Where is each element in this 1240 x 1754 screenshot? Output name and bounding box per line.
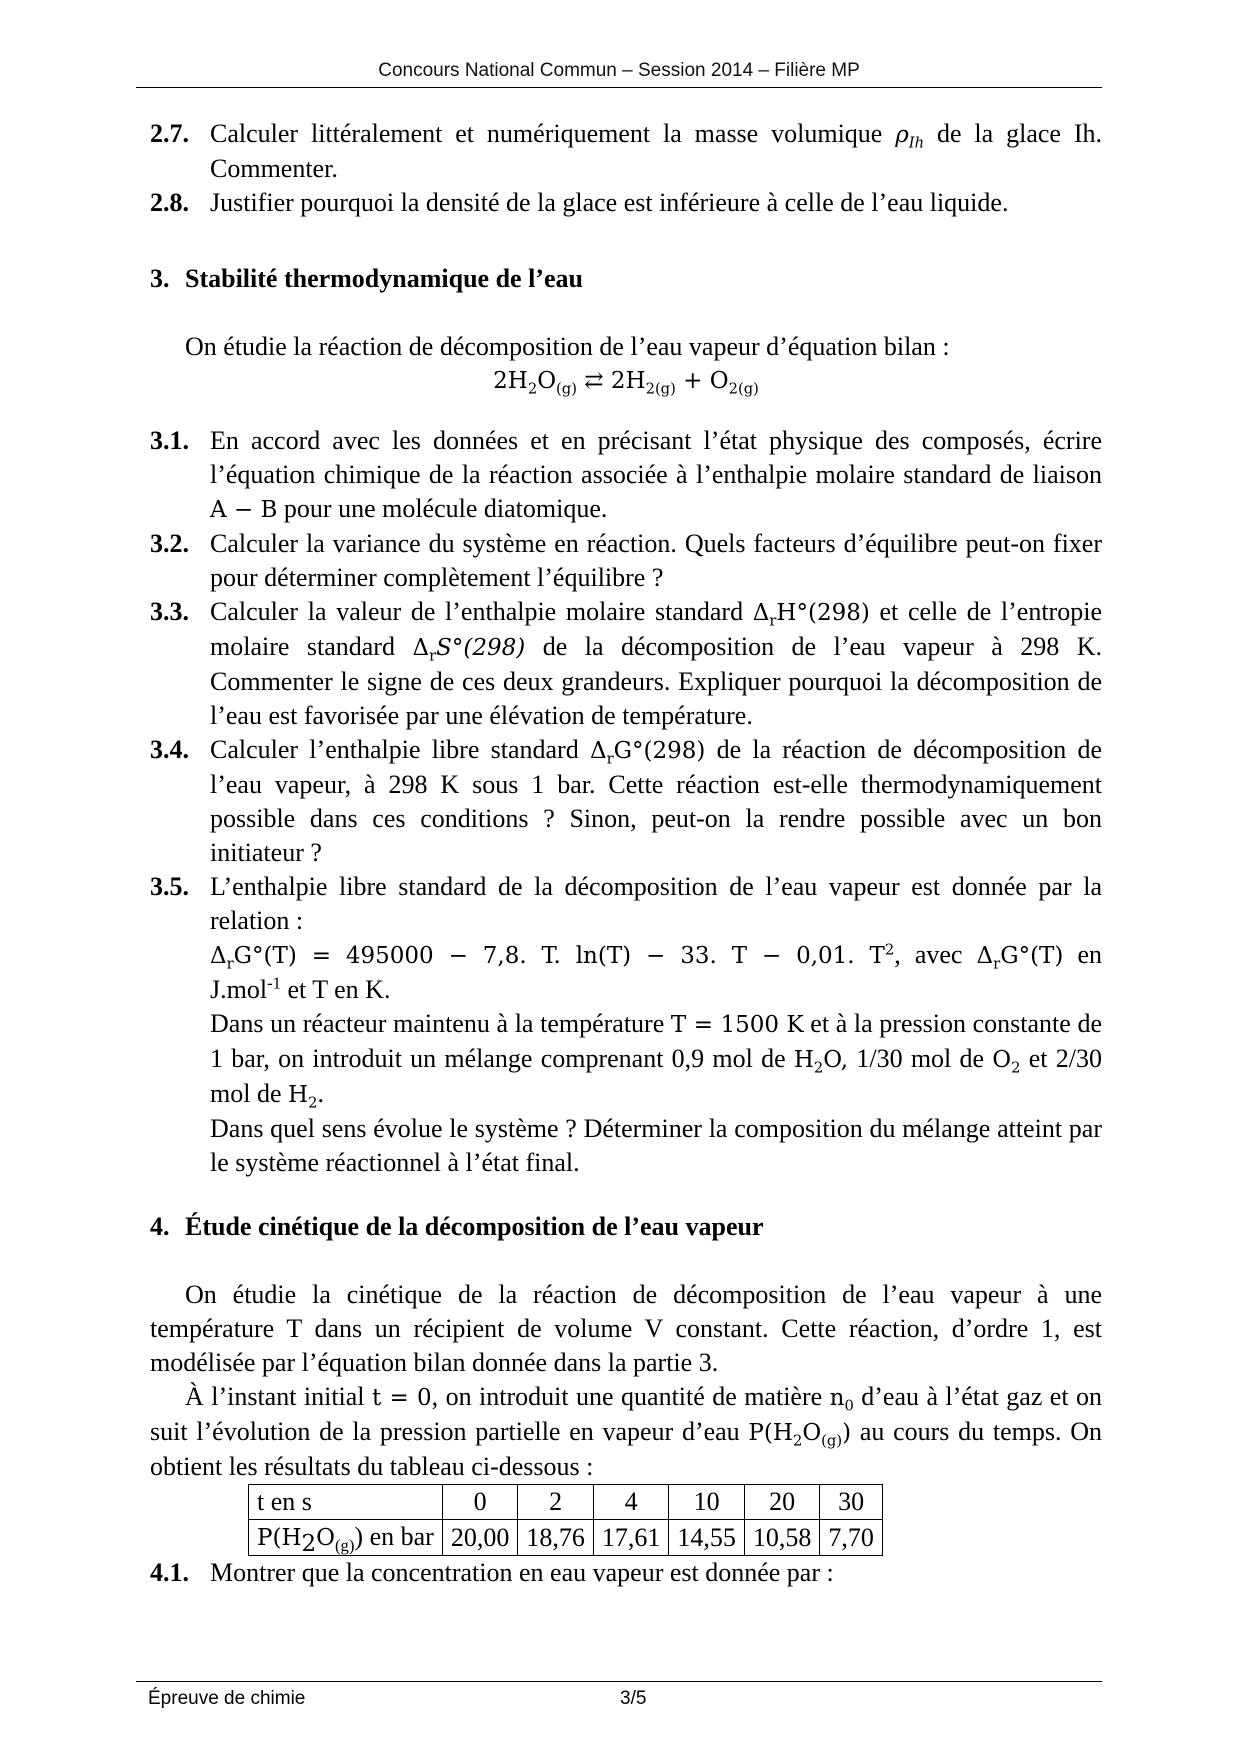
table-header-cell — [249, 1520, 443, 1556]
reactor-text-h2: et 2/30 mol de — [210, 1044, 1102, 1108]
p-o: O — [802, 1420, 822, 1446]
formula-text: G°(T) = 495000 − 7,8. T. ln(T) − 33. T − 0,01. T — [233, 943, 885, 969]
formula-avec: , avec — [894, 940, 977, 969]
gibbs-symbol: G°(298) — [613, 738, 706, 764]
o2-formula — [992, 1047, 1021, 1077]
gibbs-formula — [210, 941, 895, 973]
question-number: 2.7. — [150, 119, 189, 148]
delta-subscript: r — [769, 612, 777, 630]
page-number: 3/5 — [620, 1688, 647, 1709]
table-cell: 10 — [669, 1485, 745, 1520]
reactor-paragraph — [210, 1007, 1102, 1112]
h2o-sub: 2 — [813, 1059, 824, 1077]
question-3-4 — [150, 733, 1102, 870]
eq-rhs-h2: 2H — [610, 368, 646, 394]
h2o-h: H — [793, 1047, 814, 1073]
delta-subscript: r — [606, 750, 614, 768]
eq-lhs: 2H — [493, 368, 528, 394]
section-title: Étude cinétique de la décomposition de l’eau vapeur — [185, 1212, 764, 1241]
question-2-8 — [150, 186, 1102, 220]
delta-symbol: Δ — [752, 600, 770, 626]
table-cell: 4 — [593, 1485, 669, 1520]
question-text-final: Dans quel sens évolue le système ? Déterminer la composition du mélange atteint par le système réactionnel à l’état final. — [210, 1114, 1102, 1177]
question-3-1 — [150, 424, 1102, 527]
delta-symbol: Δ — [210, 943, 227, 969]
delta-symbol: Δ — [589, 738, 607, 764]
eq-h2-sub: 2(g) — [645, 380, 676, 398]
reactor-text-mid: et à la pression constante de 1 bar, on introduit un mélange comprenant 0,9 mol de — [210, 1009, 1102, 1073]
eq-plus-o2: + O — [675, 368, 729, 394]
h2-sub: 2 — [308, 1094, 318, 1112]
rho-letter: ρ — [895, 122, 909, 148]
question-3-2 — [150, 527, 1102, 595]
question-number: 2.8. — [150, 188, 189, 217]
formula-en: en — [1063, 940, 1102, 969]
table-cell: 14,55 — [669, 1520, 745, 1556]
question-2-7 — [150, 117, 1102, 186]
eq-sub: 2 — [527, 380, 538, 398]
gibbs-formula-line — [210, 938, 1102, 973]
h2o-formula — [793, 1047, 849, 1077]
delta-symbol: Δ — [976, 943, 994, 969]
section-3-intro: On étudie la réaction de décomposition de l’eau vapeur d’équation bilan : — [185, 332, 950, 361]
question-text: Calculer la valeur de l’enthalpie molaire standard — [210, 597, 753, 626]
reactor-text: Dans un réacteur maintenu à la température — [210, 1009, 671, 1038]
question-text-end: de la glace Ih. Commenter. — [210, 119, 1103, 183]
label-unit: ) en bar — [354, 1522, 434, 1551]
question-text: En accord avec les données et en précisant l’état physique des composés, écrire l’équation chimique de la réaction associée à l’enthalpie molaire standard de liaison — [210, 426, 1102, 489]
label-p-h: P(H — [257, 1525, 302, 1551]
delta-r-s — [412, 635, 526, 665]
gibbs-unit-g: G°(T) — [1000, 943, 1064, 969]
rho-subscript: Ih — [908, 134, 925, 152]
p-h: P(H — [748, 1420, 793, 1446]
delta-r-g — [589, 738, 706, 768]
para-text-mid2: d’eau à l’état gaz et on suit l’évolution de la pression partielle en vapeur d’eau — [150, 1382, 1103, 1446]
label-o: O — [316, 1525, 336, 1551]
h2o-end: O, — [823, 1047, 849, 1073]
table-cell: 2 — [518, 1485, 594, 1520]
table-row — [249, 1520, 883, 1556]
section-number: 3. — [150, 264, 170, 293]
n-letter: n — [829, 1385, 845, 1411]
enthalpy-symbol: H°(298) — [776, 600, 870, 626]
p-close: ) — [842, 1420, 852, 1446]
question-text: Calculer littéralement et numériquement la masse volumique — [210, 119, 896, 148]
section-4-paragraph-1: On étudie la cinétique de la réaction de décomposition de l’eau vapeur à une température T dans un récipient de volume V constant. Cette réaction, d’ordre 1, est modélisée par l’équation bilan donnée dans la partie 3. — [150, 1280, 1102, 1377]
section-number: 4. — [150, 1212, 170, 1241]
label-sub2: 2 — [301, 1531, 317, 1558]
n-subscript: 0 — [844, 1397, 854, 1415]
delta-r-h — [752, 600, 870, 630]
question-text: L’enthalpie libre standard de la décomposition de l’eau vapeur est donnée par la relation : — [210, 872, 1102, 935]
page-content — [150, 117, 1102, 1590]
table-header-cell: t en s — [249, 1485, 443, 1520]
section-4-heading — [150, 1210, 1102, 1244]
p-phase: (g) — [821, 1432, 843, 1450]
delta-subscript: r — [226, 955, 234, 973]
reaction-equation — [150, 364, 1102, 398]
rho-symbol — [895, 122, 925, 152]
formula-exponent: 2 — [884, 941, 895, 959]
delta-subscript: r — [429, 647, 437, 665]
delta-symbol: Δ — [412, 635, 430, 661]
bond-symbol: A − B — [210, 497, 278, 523]
table-cell: 7,70 — [820, 1520, 883, 1556]
question-number: 3.2. — [150, 529, 189, 558]
question-number: 4.1. — [150, 1558, 189, 1587]
table-cell: 20 — [744, 1485, 820, 1520]
eq-o2-sub: 2(g) — [728, 380, 759, 398]
page-footer — [136, 1681, 1102, 1709]
para-text-mid: , on introduit une quantité de matière — [431, 1382, 830, 1411]
question-text: Calculer la variance du système en réaction. Quels facteurs d’équilibre peut-on fixer pour déterminer complètement l’équilibre ? — [210, 529, 1102, 592]
equilibrium-arrow-icon: ⇄ — [576, 368, 611, 394]
question-text: Justifier pourquoi la densité de la glace est inférieure à celle de l’eau liquide. — [210, 188, 1009, 217]
section-4-paragraph-2 — [150, 1380, 1102, 1484]
delta-subscript: r — [993, 955, 1001, 973]
reactor-text-end: . — [317, 1079, 324, 1108]
entropy-symbol: S°(298) — [436, 635, 526, 661]
o2-o: O — [992, 1047, 1012, 1073]
para-text-end: au cours du temps. On obtient les résultats du tableau ci-dessous : — [150, 1417, 1102, 1481]
h2-h: H — [288, 1082, 309, 1108]
question-text-end: pour une molécule diatomique. — [277, 494, 608, 523]
kinetics-table — [248, 1484, 883, 1556]
question-text: Calculer l’enthalpie libre standard — [210, 735, 590, 764]
pressure-symbol — [748, 1420, 852, 1450]
footer-title: Épreuve de chimie — [148, 1688, 306, 1709]
page-header: Concours National Commun – Session 2014 – Filière MP — [136, 60, 1102, 88]
table-row — [249, 1485, 883, 1520]
question-3-3 — [150, 595, 1102, 733]
t-zero: t = 0 — [371, 1385, 432, 1411]
table-cell: 0 — [442, 1485, 518, 1520]
reactor-text-o2: 1/30 mol de — [848, 1044, 993, 1073]
h2-formula — [288, 1082, 318, 1112]
question-number: 3.4. — [150, 735, 189, 764]
gibbs-unit-symbol — [976, 943, 1064, 973]
question-text-end: de la décomposition de l’eau vapeur à 298 K. Commenter le signe de ces deux grandeurs. Expliquer pourquoi la décomposition de l’eau est favorisée par une élévation de température. — [210, 632, 1102, 730]
question-text: Montrer que la concentration en eau vapeur est donnée par : — [210, 1558, 834, 1587]
section-3-heading — [150, 262, 1102, 296]
temperature-value: T = 1500 K — [670, 1012, 804, 1038]
table-cell: 10,58 — [744, 1520, 820, 1556]
unit-text: J.mol — [210, 975, 268, 1004]
unit-end: et T en K. — [280, 975, 391, 1004]
table-cell: 30 — [820, 1485, 883, 1520]
table-cell: 18,76 — [518, 1520, 594, 1556]
label-phase: (g) — [335, 1536, 355, 1556]
question-3-5 — [150, 870, 1102, 1180]
question-text-mid: et celle de l’entropie molaire standard — [210, 597, 1102, 661]
question-number: 3.3. — [150, 597, 189, 626]
p-sub2: 2 — [792, 1432, 803, 1450]
question-4-1 — [150, 1556, 1102, 1590]
unit-exponent: -1 — [267, 973, 281, 993]
eq-oxygen: O — [537, 368, 557, 394]
unit-line — [210, 973, 1102, 1007]
table-cell: 20,00 — [442, 1520, 518, 1556]
para-text: À l’instant initial — [185, 1382, 372, 1411]
o2-sub: 2 — [1011, 1059, 1021, 1077]
table-cell: 17,61 — [593, 1520, 669, 1556]
question-number: 3.1. — [150, 426, 189, 455]
eq-phase: (g) — [556, 380, 577, 398]
question-text-end: de la réaction de décomposition de l’eau vapeur, à 298 K sous 1 bar. Cette réaction est-elle thermodynamiquement possible dans ces conditions ? Sinon, peut-on la rendre possible avec un bon initiateur ? — [210, 735, 1102, 867]
section-title: Stabilité thermodynamique de l’eau — [185, 264, 583, 293]
n0-symbol — [829, 1385, 854, 1415]
question-number: 3.5. — [150, 872, 189, 901]
